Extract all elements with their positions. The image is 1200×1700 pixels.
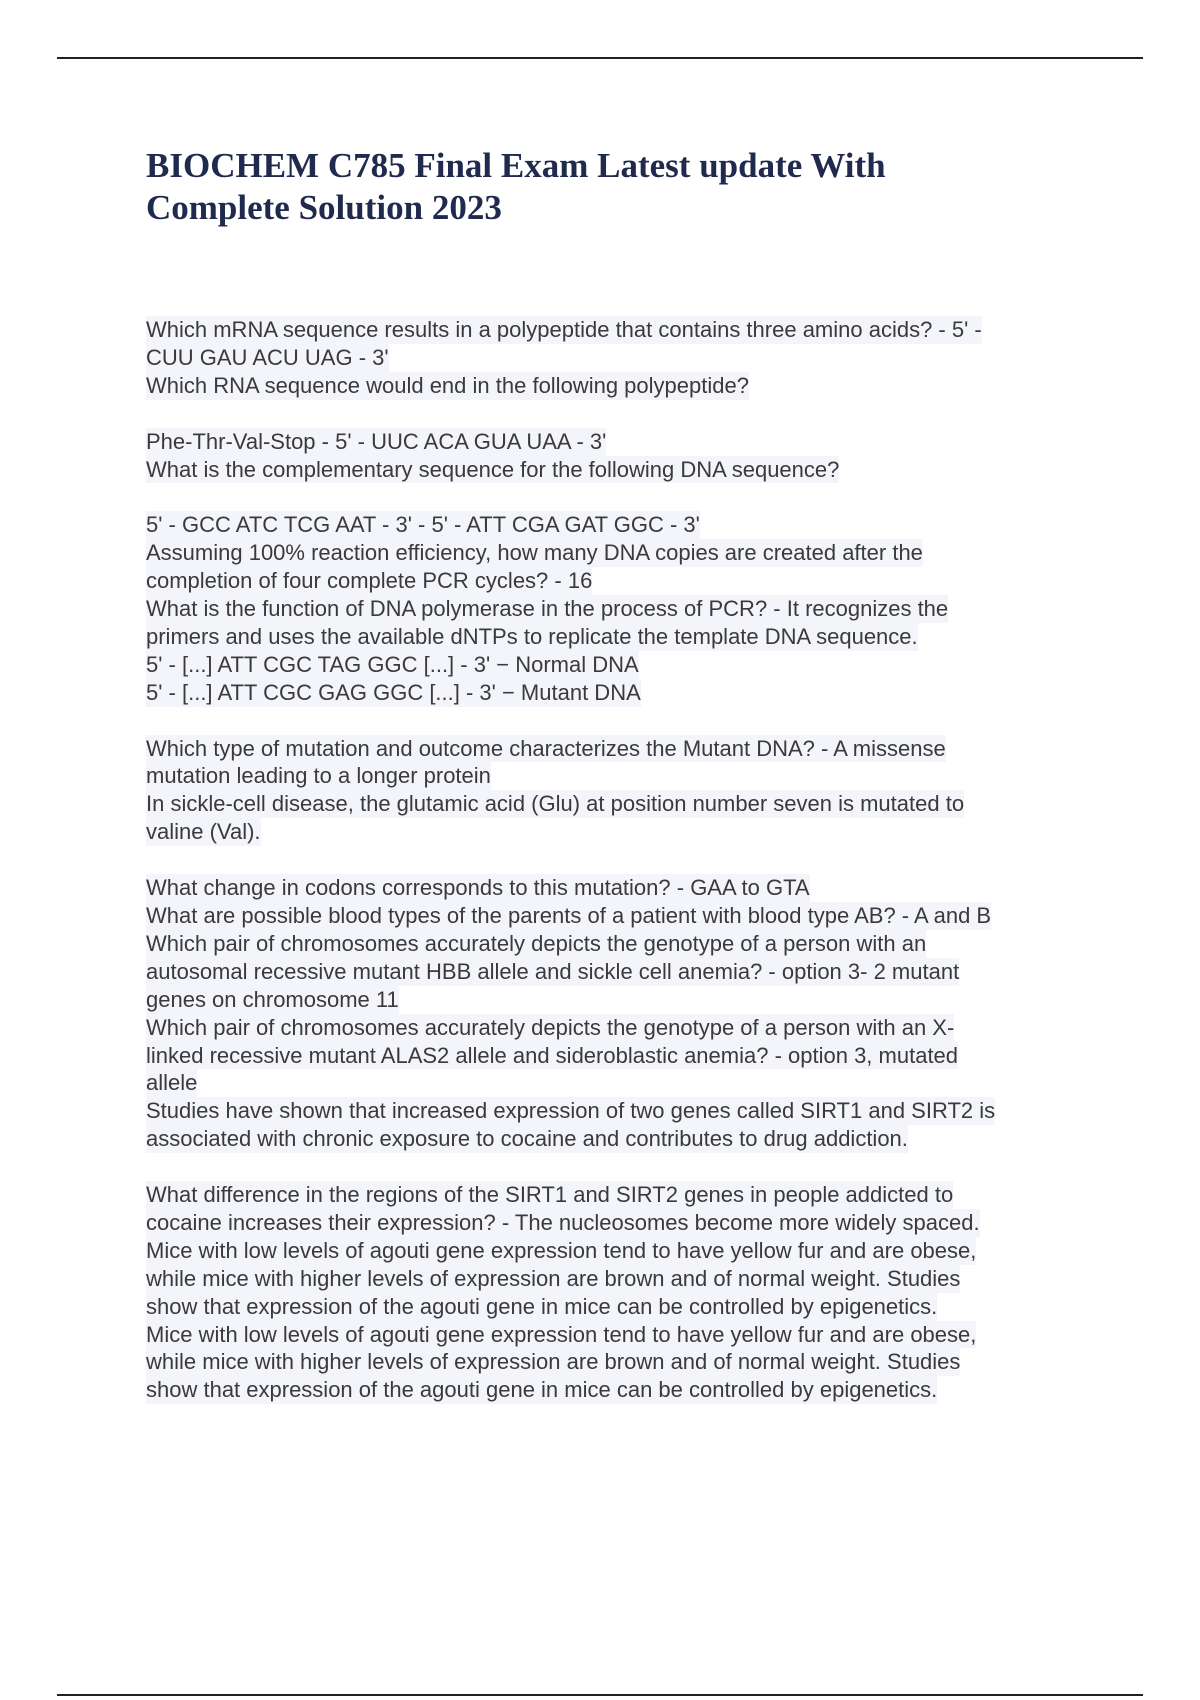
- body-text-line: What is the function of DNA polymerase in the process of PCR? - It recognizes the: [146, 596, 949, 622]
- body-text-line: Assuming 100% reaction efficiency, how many DNA copies are created after the: [146, 540, 923, 566]
- body-text-line: valine (Val).: [146, 819, 261, 845]
- footer-rule: [57, 1694, 1143, 1696]
- body-text-line: Phe-Thr-Val-Stop - 5' - UUC ACA GUA UAA - 3': [146, 428, 607, 454]
- body-text-line: 5' - GCC ATC TCG AAT - 3' - 5' - ATT CGA GAT GGC - 3': [146, 512, 700, 538]
- body-text-line: Mice with low levels of agouti gene expression tend to have yellow fur and are obese,: [146, 1237, 977, 1263]
- body-text-line: Which pair of chromosomes accurately depicts the genotype of a person with an: [146, 930, 927, 956]
- body-text-line: 5' - [...] ATT CGC GAG GGC [...] - 3' − Mutant DNA: [146, 679, 641, 705]
- body-text-line: allele: [146, 1070, 198, 1096]
- body-text-line: completion of four complete PCR cycles? - 16: [146, 568, 593, 594]
- body-text-line: autosomal recessive mutant HBB allele and sickle cell anemia? - option 3- 2 mutant: [146, 958, 960, 984]
- body-text-line: Which mRNA sequence results in a polypeptide that contains three amino acids? - 5' -: [146, 317, 982, 342]
- body-text-line: mutation leading to a longer protein: [146, 763, 491, 789]
- body-text-line: cocaine increases their expression? - The nucleosomes become more widely spaced.: [146, 1209, 980, 1235]
- body-text-line: linked recessive mutant ALAS2 allele and sideroblastic anemia? - option 3, mutated: [146, 1042, 959, 1068]
- body-text-line: Which pair of chromosomes accurately depicts the genotype of a person with an X-: [146, 1014, 955, 1040]
- document-title: [146, 145, 1106, 229]
- body-text-line: associated with chronic exposure to cocaine and contributes to drug addiction.: [146, 1126, 908, 1152]
- body-text-line: Studies have shown that increased expression of two genes called SIRT1 and SIRT2 is: [146, 1098, 996, 1124]
- body-text-line: show that expression of the agouti gene in mice can be controlled by epigenetics.: [146, 1293, 938, 1319]
- body-text-line: genes on chromosome 11: [146, 986, 399, 1012]
- body-text-line: CUU GAU ACU UAG - 3': [146, 344, 389, 370]
- header-rule: [57, 57, 1143, 59]
- body-text-line: while mice with higher levels of expression are brown and of normal weight. Studies: [146, 1349, 961, 1375]
- document-title-line-2: Complete Solution 2023: [146, 188, 502, 227]
- body-text-line: Mice with low levels of agouti gene expression tend to have yellow fur and are obese,: [146, 1321, 977, 1347]
- body-text-line: show that expression of the agouti gene in mice can be controlled by epigenetics.: [146, 1377, 938, 1403]
- body-text-line: Which type of mutation and outcome characterizes the Mutant DNA? - A missense: [146, 735, 946, 761]
- body-text-line: 5' - [...] ATT CGC TAG GGC [...] - 3' − Normal DNA: [146, 651, 639, 677]
- body-text-line: In sickle-cell disease, the glutamic acid (Glu) at position number seven is mutated to: [146, 791, 965, 817]
- body-text-line: What difference in the regions of the SIRT1 and SIRT2 genes in people addicted to: [146, 1182, 954, 1208]
- body-text-line: Which RNA sequence would end in the following polypeptide?: [146, 372, 749, 398]
- document-body: [146, 316, 1096, 1404]
- body-text-line: primers and uses the available dNTPs to replicate the template DNA sequence.: [146, 623, 918, 649]
- document-title-line-1: BIOCHEM C785 Final Exam Latest update With: [146, 146, 886, 185]
- body-text-line: What are possible blood types of the parents of a patient with blood type AB? - A and B: [146, 902, 992, 928]
- body-text-line: while mice with higher levels of expression are brown and of normal weight. Studies: [146, 1265, 961, 1291]
- body-text-line: What change in codons corresponds to this mutation? - GAA to GTA: [146, 875, 810, 901]
- body-text-line: What is the complementary sequence for the following DNA sequence?: [146, 456, 840, 482]
